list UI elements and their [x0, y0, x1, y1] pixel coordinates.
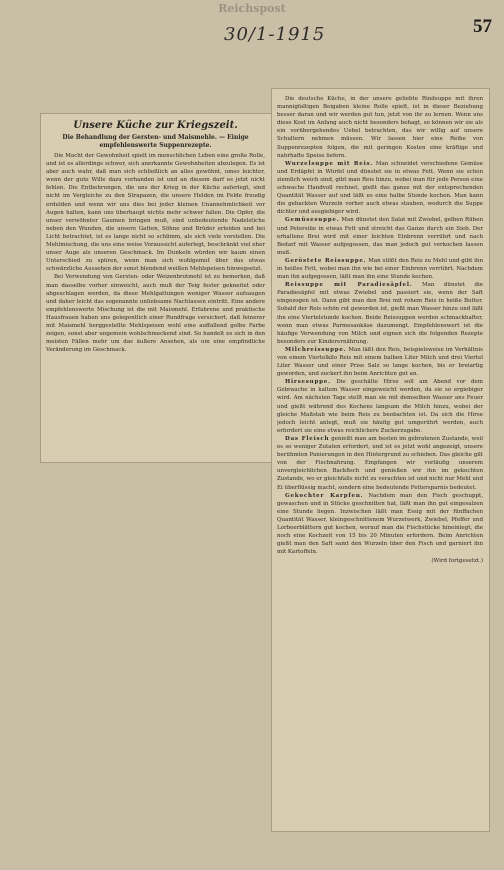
recipe-text: Nachdem man den Fisch geschuppt, gewaschen und in Stücke geschnitten hat, läßt man ihn gut eingesalzen eine Stunde liegen. Inzwischen läßt man Essig mit der fünffachen Quantität Wasser, kleingeschnittenem Wurzelwerk, Zwiebel, Pfeffer und Lorbeerblättern gut kochen, worauf man die Fischstücke hineinlegt, die noch eine Kochzeit von 15 bis 20 Minuten erfordern. Beim Anrichten gießt man den Saft samt den Wurzeln über den Fisch und garniert ihn mit Kartoffeln.: [277, 492, 483, 556]
recipe-title: Gekochter Karpfen.: [285, 492, 364, 499]
paragraph: [277, 492, 483, 557]
article-headline: Unsere Küche zur Kriegszeit.: [73, 120, 238, 131]
recipe-text: Man stößt den Reis zu Mehl und gibt ihn in heißes Fett, wobei man ihn wie bei einer Einbrenn verrührt. Nachdem man ihn aufgegossen, läßt man ihn eine Stunde kochen.: [277, 257, 483, 281]
paragraph: [277, 378, 483, 435]
recipe-text: Die geschälte Hirse soll am Abend vor dem Gebrauche in kaltem Wasser eingeweicht werden, da sie so ergiebiger wird. Am nächsten Tage stellt man sie mit demselben Wasser ans Feuer und gießt während des Kochens langsam die Milch hinzu, wobei der gleiche Maßstab wie beim Reis zu beobachten ist. Da sich die Hirse jedoch leicht anlegt, muß sie häufig gut umgerührt werden, auch erfordert sie eine etwas reichlichere Zuckerzugabe.: [277, 379, 483, 434]
recipe-title: Gemüsesuppe.: [285, 217, 340, 224]
masthead: Reichspost: [218, 2, 286, 15]
recipe-text: Man dünstet die Paradiesäpfel mit etwas Zwiebel und passiert sie, wenn der Saft eingezogen ist. Dann gibt man den Brei mit rohem Reis in heiße Butter. Sobald der Reis schön rot geworden ist, gießt man Wasser hinzu und läßt ihn eine Viertelstunde kochen. Beide Reissuppen werden schmackhafter, wenn man etwas Parmesankäse dazumengt. Empfehlenswert ist die häufige Verwendung von Milch und eignen sich die folgenden Rezepte besonders zur Kinderernährung.: [277, 282, 483, 345]
recipe-title: Hirsesuppe.: [285, 379, 331, 386]
article-subheadline: Die Behandlung der Gersten- und Maismehle. — Einige empfehlenswerte Suppenrezepte.: [62, 134, 249, 149]
recipe-title: Das Fleisch: [285, 435, 330, 442]
paragraph: Die Macht der Gewohnheit spielt im menschlichen Leben eine große Rolle, und ist es allerdings schwer, sich anerkannte Gewohnheiten abzulegen. Es ist aber auch wahr, daß man sich schließlich an alles gewöhnt, umso leichter, wenn der gute Wille dazu vorhanden ist und an diesem darf es jetzt nicht fehlen. Die Entbehrungen, die uns der Krieg in der Küche auferlegt, sind nicht im Vergleiche zu den Strapazen, die unsere Helden im Felde freudig erdulden und wenn wir uns dies bei jeder kleinen Unannehmlichkeit vor Augen halten, kann uns überhaupt nichts mehr schwer fallen. Die Opfer, die unser verwöhnter Gaumen bringen muß, sind unbedeutende Nadelstiche neben den Wunden, die unsere Gatten, Söhne und Brüder erleiden und bei Licht betrachtet, ist es lange nicht so schlimm, als sich viele vorstellen. Die Mehlmischung, die uns eine weise Voraussicht auferlegt, beschränkt viel eher unser Auge als unseren Geschmack. Im Dunkeln würden wir kaum einen Unterschied zu spüren, wenn man sich wohlgemut über das etwas schwärzliche Aussehen der sonst blendend weißen Mehlspeisen hinwegsetzt.: [46, 153, 265, 273]
article-column-left: [46, 118, 265, 460]
recipe-text: Die deutsche Küche, in der unsere geliebte Rindsuppe mit ihren mannigfaltigen Beigaben kleine Rolle spielt, ist in dieser Beziehung besser daran und wir werden gut tun, jetzt von ihr zu lernen. Wenn uns diese Kost im Anfang auch nicht besonders behagt, so können wir sie als ein vorübergehendes Uebel betrachten, das wir willig auf unsere Schultern nehmen müssen. Wir lassen hier eine Reihe von Suppenrezepten folgen, die mit geringen Kosten eine kräftige und nahrhafte Speise liefern.: [277, 96, 483, 159]
recipe-text: Man läßt den Reis, beispielsweise im Verhältnis von einem Viertelkilo Reis mit einem halben Liter Milch und drei Viertel Liter Wasser und einer Prise Salz so lange kochen, bis er breiartig geworden, und zuckert ihn beim Anrichten gut an.: [277, 346, 483, 378]
recipe-title: Geröstete Reissuppe.: [285, 257, 367, 264]
paragraph: [277, 257, 483, 281]
recipe-text: Man dünstet den Salat mit Zwiebel, gelben Rüben und Petersilie in etwas Fett und streicht das Ganze durch ein Sieb. Der erhaltene Brei wird mit einer leichten Einbrenn verrührt und nach Bedarf mit Wasser aufgegossen, das man jedoch gut verkochen lassen muß.: [277, 217, 483, 256]
recipe-text: genießt man am besten im gebratenen Zustande, weil es so weniger Zutaten erfordert, und ist es jetzt wohl angezeigt, unsere berühmten Panierungen in den Hintergrund zu schieben. Das gleiche gilt von der Fischnahrung. Empfangen wir vorläufig unserem unvergleichlichen Backfisch und genießen wir ihn im gekochten Zustande, wo er gleichfalls nicht zu verachten ist und nicht nur Mehl und Ei überflüssig macht, sondern eine bedeutende Fettersparnis bedeutet.: [277, 435, 483, 491]
paragraph: [277, 281, 483, 346]
handwritten-date: 30/1-1915: [224, 24, 326, 45]
paragraph: [277, 95, 483, 160]
paragraph: [277, 346, 483, 378]
paragraph: Bei Verwendung von Gersten- oder Weizenbrotmehl ist zu bemerken, daß man dasselbe vorher einweicht, auch muß der Teig fester gekneitet oder abgeschlagen werden, da diese Mehlgattungen weniger Wasser aufsaugen und daher leicht das sogenannte unliebsame Nachlassen eintritt. Eine andere empfehlenswerte Mischung ist die mit Maismehl. Erfahrene und praktische Hausfrauen haben uns gelegentlich einer Rundfrage versichert, daß feinerer mit Maismehl herggestellte Mehlspeisen wohl eine auffallend gelbe Farbe zeigen, sonst aber ungemein wohlschmeckend sind. So handelt es sich in den meisten Fällen mehr um das äußere Ansehen, als um eine empfindliche Veränderung im Geschmack.: [46, 274, 265, 354]
paragraph: [277, 160, 483, 217]
continued-note: (Wird fortgesetzt.): [431, 558, 483, 565]
recipe-title: Wurzelsuppe mit Reis.: [285, 160, 374, 167]
paragraph: [277, 435, 483, 492]
recipe-text: Man schneidet verschiedene Gemüse und Erdäpfel in Würfel und dünstet sie in etwas Fett. Wenn sie schon ziemlich weich sind, gibt man Reis hinzu, wobei man für jede Person eine schwache Handvoll rechnet, gießt das ganze mit der entsprechenden Quantität Wasser auf und läßt es eine halbe Stunde kochen. Man kann die gehackten Wurzeln vorher auch etwas stauben, wodurch die Suppe dichter und ausgiebiger wird.: [277, 160, 483, 216]
recipe-title: Milchreissuppe.: [285, 346, 347, 353]
paragraph: [277, 216, 483, 256]
page-number: 57: [473, 16, 492, 37]
recipe-title: Reissuppe mit Paradiesäpfel.: [285, 282, 413, 289]
article-column-right: [277, 95, 483, 830]
